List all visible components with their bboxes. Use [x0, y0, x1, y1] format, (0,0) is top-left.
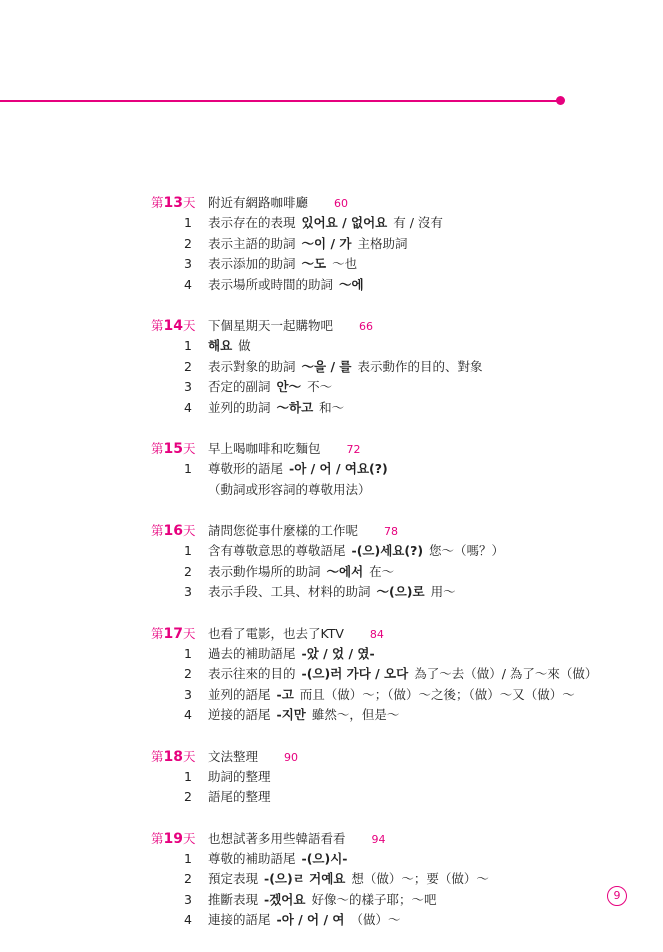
- toc-item-part: 連接的語尾: [208, 912, 271, 927]
- toc-item: [151, 849, 631, 870]
- toc-item-part: 並列的語尾: [208, 686, 271, 702]
- toc-item-part: 為了～去（做）/ 為了～來（做）: [414, 666, 598, 681]
- table-of-contents: [151, 193, 631, 952]
- toc-item-part: 尊敬的補助語尾: [208, 850, 296, 866]
- chapter-title: 早上喝咖啡和吃麵包 72: [208, 441, 361, 456]
- toc-item-part: 助詞的整理: [208, 768, 271, 784]
- toc-item-part: 해요: [208, 338, 233, 353]
- chapter-day-15: [151, 439, 631, 500]
- chapter-heading[interactable]: [151, 521, 631, 541]
- toc-item-text: [208, 459, 394, 480]
- toc-item-text: [208, 357, 488, 378]
- toc-item-text: [208, 275, 370, 296]
- toc-item-number: 1: [184, 543, 192, 558]
- toc-item-part: 含有尊敬意思的尊敬語尾: [208, 543, 346, 558]
- toc-item: [151, 254, 631, 275]
- chapter-page-number: 72: [346, 443, 361, 456]
- toc-item: [151, 582, 631, 603]
- toc-item-number: 1: [184, 645, 192, 661]
- toc-item-part: -고: [276, 686, 294, 702]
- chapter-heading[interactable]: [151, 439, 631, 459]
- chapter-heading[interactable]: [151, 747, 631, 767]
- toc-item-part: 預定表現: [208, 871, 259, 886]
- chapter-title: 也想試著多用些韓語看看 94: [208, 830, 386, 846]
- toc-item: [151, 275, 631, 296]
- toc-item-text: [208, 767, 277, 788]
- chapter-day-label: 第13天: [151, 195, 196, 211]
- toc-item-text: [208, 582, 462, 603]
- toc-item-number: 4: [184, 276, 192, 292]
- toc-item-part: ～(으)로: [376, 584, 425, 599]
- chapter-title: 請問您從事什麼樣的工作呢 78: [208, 523, 399, 538]
- toc-item-part: -아 / 어 / 여요(?): [289, 461, 388, 476]
- chapter-day-16: [151, 521, 631, 603]
- toc-item-number: 3: [184, 256, 192, 271]
- toc-item-part: 和～: [319, 399, 345, 415]
- toc-item-part: 表示添加的助詞: [208, 256, 296, 271]
- toc-item-part: 您～（嗎？）: [429, 543, 505, 558]
- toc-item-part: 尊敬形的語尾: [208, 461, 284, 476]
- toc-item: [151, 377, 631, 398]
- chapter-title: 附近有網路咖啡廳 60: [208, 195, 349, 210]
- toc-item: [151, 685, 631, 706]
- toc-item-part: 否定的副詞: [208, 379, 271, 394]
- toc-item-number: 1: [184, 461, 192, 476]
- toc-item-part: -(으)세요(?): [351, 543, 424, 558]
- toc-item-part: 表示動作的目的、對象: [357, 358, 483, 374]
- chapter-day-13: [151, 193, 631, 295]
- toc-item-text: [208, 705, 405, 726]
- toc-item-part: 而且（做）～；（做）～之後；（做）～又（做）～: [299, 686, 575, 702]
- toc-item-text: [208, 541, 510, 562]
- chapter-title: 文法整理 90: [208, 748, 299, 764]
- toc-item: [151, 357, 631, 378]
- chapter-page-number: 94: [371, 832, 386, 846]
- toc-item-part: 表示場所或時間的助詞: [208, 276, 334, 292]
- toc-item-number: 2: [184, 358, 192, 374]
- toc-item-part: 表示往來的目的: [208, 666, 296, 681]
- toc-item: [151, 213, 631, 234]
- toc-item-part: （動詞或形容詞的尊敬用法）: [208, 481, 371, 497]
- toc-item: [151, 767, 631, 788]
- toc-item-number: 2: [184, 666, 192, 681]
- toc-item: [151, 336, 631, 357]
- toc-item-text: [208, 398, 350, 419]
- toc-item-text: [208, 644, 381, 665]
- toc-item-part: -겠어요: [264, 891, 306, 907]
- toc-item-part: ～에: [339, 276, 364, 292]
- toc-item-part: -지만: [276, 707, 306, 722]
- toc-item-part: 主格助詞: [357, 235, 408, 251]
- toc-item-text: [208, 336, 257, 357]
- toc-item-number: 3: [184, 686, 192, 702]
- toc-item-part: （做）～: [350, 912, 401, 927]
- chapter-day-label: 第15天: [151, 441, 196, 457]
- toc-item: [151, 234, 631, 255]
- toc-item-part: -았 / 었 / 였-: [301, 645, 375, 661]
- toc-item-part: 做: [238, 338, 251, 353]
- toc-item-part: 表示動作場所的助詞: [208, 563, 321, 579]
- toc-item-number: 2: [184, 871, 192, 886]
- toc-item: [151, 644, 631, 665]
- chapter-day-label: 第18天: [151, 748, 196, 765]
- toc-item: [151, 705, 631, 726]
- toc-item-part: -(으)ㄹ 거예요: [264, 871, 346, 886]
- toc-item: [151, 480, 631, 501]
- toc-item-number: 2: [184, 235, 192, 251]
- toc-item-part: ～도: [301, 256, 327, 271]
- toc-item-part: -(으)시-: [301, 850, 348, 866]
- toc-item-part: ～을 / 를: [301, 358, 352, 374]
- toc-item-number: 1: [184, 338, 192, 353]
- toc-item-text: [208, 890, 442, 911]
- toc-item-text: [208, 377, 338, 398]
- toc-item-text: [208, 910, 406, 931]
- toc-item: [151, 398, 631, 419]
- toc-item: [151, 787, 631, 808]
- toc-item-part: 表示主語的助詞: [208, 235, 296, 251]
- chapter-heading[interactable]: [151, 316, 631, 336]
- toc-item-part: 表示對象的助詞: [208, 358, 296, 374]
- chapter-page-number: 60: [334, 197, 349, 210]
- toc-item-part: 語尾的整理: [208, 789, 271, 804]
- toc-item-part: ～에서: [326, 563, 364, 579]
- toc-item-part: ～하고: [276, 399, 314, 415]
- chapter-page-number: 90: [284, 750, 299, 764]
- toc-item-part: 在～: [369, 563, 395, 579]
- page-number: 9: [607, 886, 627, 906]
- toc-item-number: 2: [184, 789, 192, 804]
- chapter-heading[interactable]: [151, 829, 631, 849]
- chapter-day-18: [151, 747, 631, 808]
- toc-item-number: 3: [184, 584, 192, 599]
- toc-item-part: ～也: [332, 256, 358, 271]
- toc-item-number: 1: [184, 768, 192, 784]
- toc-item: [151, 459, 631, 480]
- toc-item-number: 1: [184, 215, 192, 230]
- toc-item-number: 3: [184, 891, 192, 907]
- toc-item-text: [208, 213, 449, 234]
- toc-item: [151, 890, 631, 911]
- toc-item-part: 表示存在的表現: [208, 215, 296, 230]
- toc-item-number: 2: [184, 563, 192, 579]
- chapter-day-19: [151, 829, 631, 931]
- chapter-day-14: [151, 316, 631, 418]
- toc-item-text: [208, 480, 377, 501]
- chapter-day-label: 第14天: [151, 318, 196, 334]
- chapter-page-number: 78: [384, 525, 399, 538]
- toc-item: [151, 541, 631, 562]
- chapter-title: 下個星期天一起購物吧 66: [208, 318, 374, 333]
- toc-item-text: [208, 664, 603, 685]
- toc-item-number: 4: [184, 912, 192, 927]
- toc-item-part: 推斷表現: [208, 891, 259, 907]
- toc-item-text: [208, 787, 277, 808]
- toc-item-number: 4: [184, 707, 192, 722]
- toc-item-number: 3: [184, 379, 192, 394]
- toc-item-number: 1: [184, 850, 192, 866]
- toc-item-text: [208, 234, 413, 255]
- toc-item-part: 逆接的語尾: [208, 707, 271, 722]
- header-rule: [0, 100, 562, 102]
- toc-item-number: 4: [184, 399, 192, 415]
- chapter-day-17: [151, 624, 631, 726]
- chapter-page-number: 84: [369, 627, 384, 641]
- toc-item-part: ～이 / 가: [301, 235, 352, 251]
- toc-item-part: 表示手段、工具、材料的助詞: [208, 584, 371, 599]
- toc-item-part: 있어요 / 없어요: [301, 215, 388, 230]
- toc-item: [151, 562, 631, 583]
- chapter-page-number: 66: [359, 320, 374, 333]
- toc-item-part: -아 / 어 / 여: [276, 912, 345, 927]
- toc-item: [151, 664, 631, 685]
- toc-item-part: 안～: [276, 379, 302, 394]
- toc-item-part: 有 / 沒有: [393, 215, 443, 230]
- toc-item-part: 雖然～，但是～: [311, 707, 400, 722]
- chapter-day-label: 第19天: [151, 830, 196, 847]
- toc-item: [151, 869, 631, 890]
- toc-item-part: -(으)러 가다 / 오다: [301, 666, 409, 681]
- toc-item-text: [208, 849, 353, 870]
- toc-item-text: [208, 562, 400, 583]
- toc-item-text: [208, 685, 581, 706]
- toc-item-part: 好像～的樣子耶；～吧: [311, 891, 437, 907]
- toc-item-part: 不～: [307, 379, 333, 394]
- chapter-day-label: 第17天: [151, 625, 196, 642]
- toc-item-text: [208, 869, 495, 890]
- chapter-heading[interactable]: [151, 624, 631, 644]
- toc-item-part: 過去的補助語尾: [208, 645, 296, 661]
- chapter-day-label: 第16天: [151, 523, 196, 539]
- toc-item-text: [208, 254, 363, 275]
- header-rule-dot: [556, 96, 565, 105]
- toc-item-part: 想（做）～；要（做）～: [351, 871, 489, 886]
- toc-item: [151, 910, 631, 931]
- chapter-title: 也看了電影，也去了KTV 84: [208, 625, 384, 641]
- chapter-heading[interactable]: [151, 193, 631, 213]
- toc-item-part: 並列的助詞: [208, 399, 271, 415]
- toc-item-part: 用～: [430, 584, 456, 599]
